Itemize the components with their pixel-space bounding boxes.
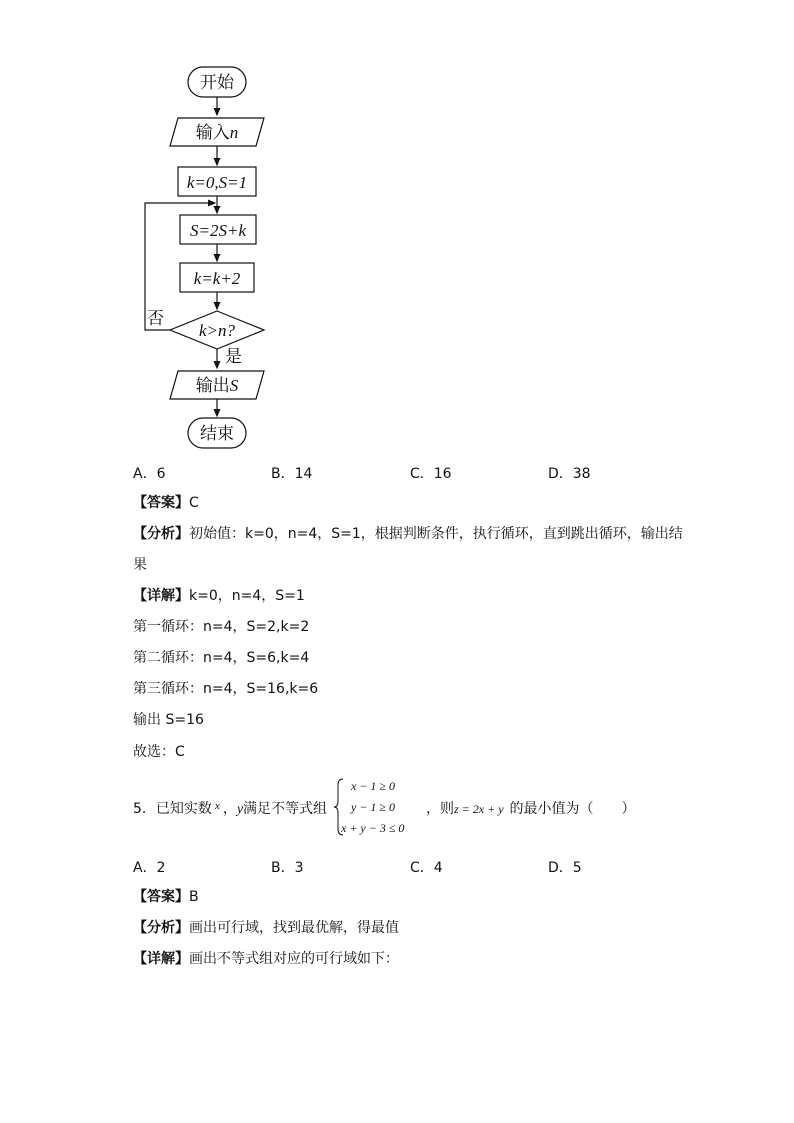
input-label: 输入n (195, 123, 239, 143)
q4-choice: 故选：C (133, 744, 185, 760)
ineq-3: x + y − 3 ≤ 0 (341, 821, 405, 835)
q4-loop-1: 第一循环：n=4，S=2,k=2 (133, 619, 310, 635)
answer-tag: 【答案】 (133, 495, 189, 511)
q5-var-x: x (214, 800, 220, 812)
q5-detail (133, 950, 399, 968)
q4-detail (133, 587, 305, 605)
q5-stem (133, 800, 327, 819)
q5-stem-tail (426, 800, 636, 818)
q4-option-c: C．16 (410, 466, 452, 482)
condition-label: k>n? (198, 321, 236, 340)
answer-value: B (189, 889, 199, 905)
inequality-system (333, 777, 423, 837)
step2-label: k=k+2 (193, 269, 241, 288)
start-label: 开始 (200, 73, 234, 93)
answer-tag: 【答案】 (133, 889, 189, 905)
no-label: 否 (147, 309, 164, 329)
flowchart (0, 0, 794, 460)
q5-objective: z = 2x + y (454, 802, 504, 816)
ineq-2: y − 1 ≥ 0 (351, 800, 396, 814)
q5-then: ，则 (426, 801, 454, 817)
q4-analysis-cont: 果 (133, 557, 147, 573)
q4-analysis (133, 525, 683, 543)
detail-text: k=0，n=4，S=1 (189, 588, 305, 604)
output-label: 输出S (195, 376, 239, 396)
q4-loop-3: 第三循环：n=4，S=16,k=6 (133, 681, 319, 697)
detail-tag: 【详解】 (133, 588, 189, 604)
analysis-text: 初始值：k=0，n=4，S=1，根据判断条件，执行循环，直到跳出循环，输出结 (189, 526, 683, 542)
analysis-tag: 【分析】 (133, 920, 189, 936)
q4-output: 输出 S=16 (133, 712, 204, 728)
q5-analysis (133, 919, 399, 937)
q5-sep: ， (222, 801, 237, 817)
q4-loop-2: 第二循环：n=4，S=6,k=4 (133, 650, 310, 666)
answer-value: C (189, 495, 199, 511)
q5-answer (133, 888, 199, 906)
q4-option-a: A．6 (133, 466, 166, 482)
q5-mid: 满足不等式组 (243, 801, 328, 817)
q4-answer (133, 494, 199, 512)
detail-text: 画出不等式组对应的可行域如下： (189, 951, 399, 967)
q5-option-c: C．4 (410, 860, 443, 876)
q4-option-b: B．14 (271, 466, 313, 482)
analysis-text: 画出可行域，找到最优解，得最值 (189, 920, 399, 936)
step1-label: S=2S+k (190, 221, 246, 240)
ineq-1: x − 1 ≥ 0 (351, 779, 396, 793)
q5-suffix: 的最小值为（ ） (509, 801, 636, 817)
q5-option-a: A．2 (133, 860, 166, 876)
q5-var-y: y (236, 802, 244, 817)
analysis-tag: 【分析】 (133, 526, 189, 542)
q5-option-b: B．3 (271, 860, 304, 876)
q5-prefix: 5．已知实数 (133, 801, 212, 817)
q5-option-d: D．5 (548, 860, 582, 876)
end-label: 结束 (200, 424, 234, 444)
yes-label: 是 (225, 347, 242, 367)
detail-tag: 【详解】 (133, 951, 189, 967)
q4-option-d: D．38 (548, 466, 591, 482)
init-label: k=0,S=1 (186, 173, 248, 192)
